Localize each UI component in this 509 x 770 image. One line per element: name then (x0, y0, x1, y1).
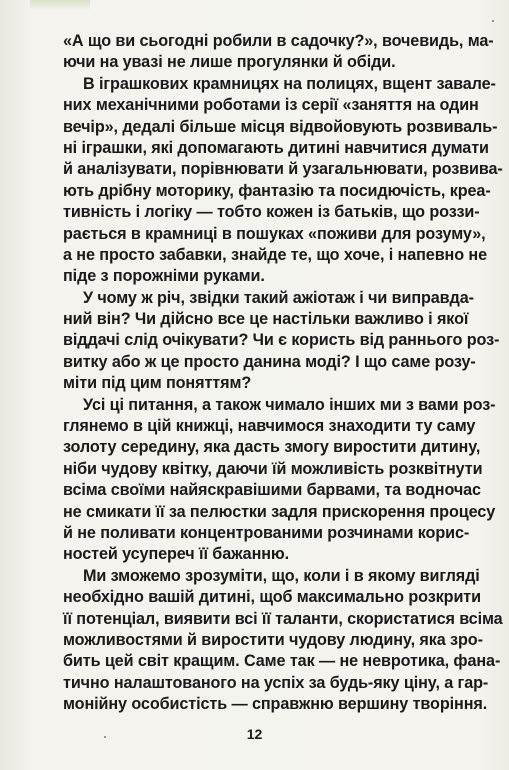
text-line: віддачі слід очікувати? Чи є користь від раннього роз- (63, 331, 500, 350)
text-line: монійну особистість — справжню вершину творіння. (63, 695, 488, 714)
text-line: тивність і логіку — тобто кожен із батьків, що роззи- (63, 203, 480, 222)
text-line: ні іграшки, які допомагають дитині навчитися думати (63, 138, 489, 157)
text-line: а не просто забавки, знайде те, що хоче, і напевно не (63, 245, 487, 264)
paper-stain (30, 0, 90, 10)
text-line: ностей усупереч її бажанню. (63, 545, 290, 564)
text-line: тично налаштованого на успіх за будь-яку ціну, а гар- (63, 673, 489, 692)
text-line: вечір», дедалі більше місця відвойовують розвиваль- (63, 117, 498, 136)
text-line: ючи на увазі не лише прогулянки й обіди. (63, 53, 396, 72)
body-text (63, 31, 503, 716)
text-line: всіма своїми найяскравішими барвами, та водночас (63, 481, 481, 500)
text-line: В іграшкових крамницях на полицях, вщент завале- (83, 74, 496, 93)
text-line: золоту середину, яка дасть змогу виростити дитину, (63, 438, 481, 457)
text-line: ніби чудову квітку, даючи їй можливість розквітнути (63, 459, 483, 478)
text-line: необхідно вашій дитині, щоб максимально розкрити (63, 588, 481, 607)
text-line: можливостями й виростити чудову людину, яка зро- (63, 630, 483, 649)
text-line: не смикати її за пелюстки задля прискорення процесу (63, 502, 496, 521)
paper-speck (492, 20, 494, 22)
text-line: Усі ці питання, а також чимало інших ми з вами роз- (83, 395, 496, 414)
page-number: 12 (246, 726, 263, 742)
text-line: й аналізувати, порівнювати й узагальнювати, розвива- (63, 160, 503, 179)
text-line: й не поливати концентрованими розчинами корис- (63, 523, 470, 542)
text-line: рається в крамниці в пошуках «поживи для розуму», (63, 224, 486, 243)
text-line: міти під цим поняттям? (63, 374, 252, 393)
text-line: ють дрібну моторику, фантазію та посидючість, креа- (63, 181, 491, 200)
text-line: бить цей світ кращим. Саме так — не невротика, фана- (63, 652, 501, 671)
paper-speck (104, 736, 106, 738)
text-line: піде з порожніми руками. (63, 267, 265, 286)
text-line: витку або ж це просто данина моді? І що саме розу- (63, 352, 476, 371)
text-line: Ми зможемо зрозуміти, що, коли і в якому вигляді (83, 566, 480, 585)
text-line: «А що ви сьогодні робили в садочку?», вочевидь, ма- (63, 32, 494, 50)
text-line: ний він? Чи дійсно все це настільки важливо і якої (63, 310, 469, 329)
text-line: її потенціал, виявити всі її таланти, скористатися всіма (63, 609, 503, 628)
text-line: глянемо в цій книжці, навчимося знаходити ту саму (63, 417, 476, 436)
text-line: У чому ж річ, звідки такий ажіотаж і чи виправда- (83, 288, 474, 307)
text-line: них механічними роботами із серії «заняття на один (63, 96, 479, 115)
